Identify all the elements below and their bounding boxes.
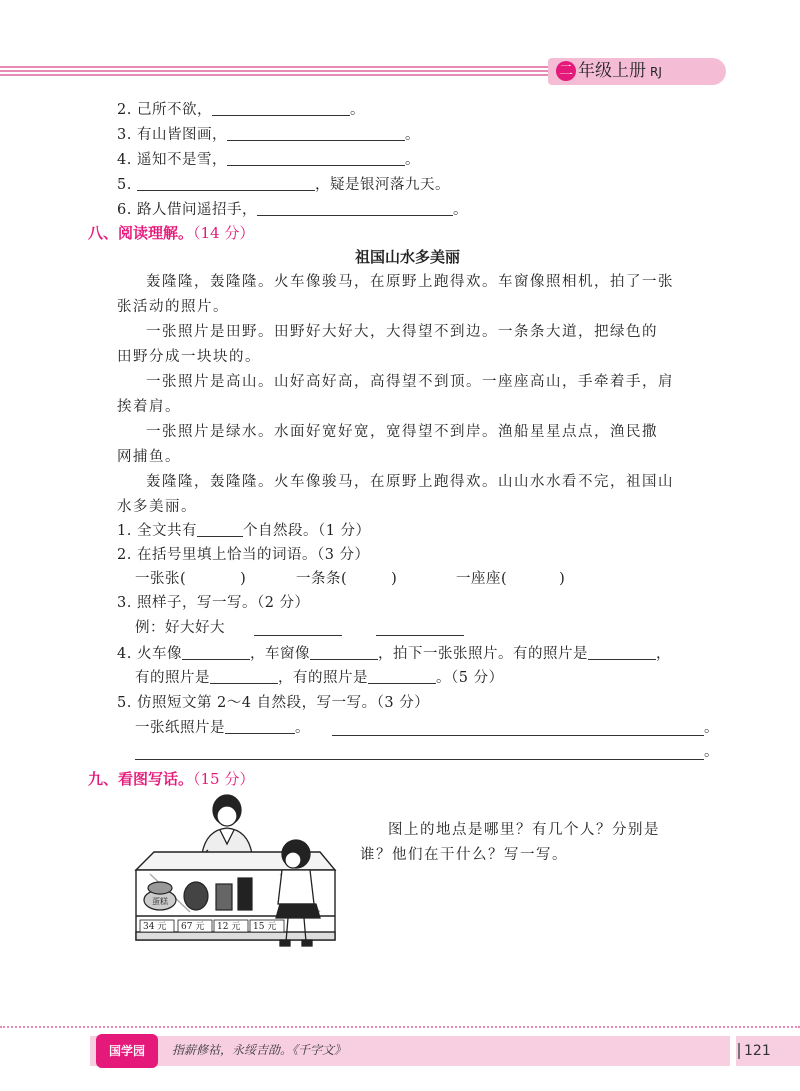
poem-line-4 (117, 149, 420, 171)
poem-text: 。 (349, 102, 365, 118)
answer-blank[interactable] (588, 644, 656, 660)
story-paragraph-cont: 水多美丽。 (117, 499, 197, 515)
poem-text: 2. 己所不欲， (117, 102, 212, 118)
poem-text: 3. 有山皆图画， (117, 127, 227, 143)
poem-text: 。 (452, 202, 468, 218)
q5-answer-line-1: 一张纸照片是 。 (135, 720, 310, 736)
story-paragraph: 一张照片是绿水。水面好宽好宽，宽得望不到岸。渔船星星点点，渔民撒 (146, 424, 658, 440)
footer-logo: 国学园 (96, 1034, 158, 1068)
answer-blank[interactable] (225, 718, 295, 734)
period: 。 (704, 720, 719, 736)
question-3: 3. 照样子，写一写。（2 分） (117, 595, 310, 611)
question-2: 2. 在括号里填上恰当的词语。（3 分） (117, 547, 370, 563)
question-4-line-2: 有的照片是 ，有的照片是 。（5 分） (135, 670, 504, 686)
answer-blank[interactable] (197, 521, 243, 537)
header-grade (556, 58, 662, 86)
footer-quote: 指薪修祜，永绥吉劭。《千字文》 (172, 1043, 347, 1057)
price-tag: 12 元 (217, 922, 241, 932)
story-paragraph: 轰隆隆，轰隆隆。火车像骏马，在原野上跑得欢。山山水水看不完，祖国山 (146, 474, 674, 490)
section-points: （15 分） (193, 770, 255, 788)
story-paragraph: 轰隆隆，轰隆隆。火车像骏马，在原野上跑得欢。车窗像照相机，拍了一张 (146, 274, 674, 290)
story-paragraph-cont: 田野分成一块块的。 (117, 349, 261, 365)
page-number: 121 (738, 1043, 771, 1059)
story-body (117, 270, 717, 520)
answer-blank[interactable] (210, 668, 278, 684)
grade-text: 年级上册 (578, 61, 646, 81)
question-4-line-1: 4. 火车像 ，车窗像 ，拍下一张张照片。有的照片是 ， (117, 646, 671, 662)
answer-blank[interactable] (135, 744, 704, 760)
footer-divider (0, 1026, 800, 1028)
q2-item-3: 一座座( ) (456, 571, 566, 587)
poem-line-3 (117, 124, 420, 146)
answer-blank[interactable] (227, 150, 405, 166)
price-tag: 67 元 (181, 922, 205, 932)
poem-line-2 (117, 99, 365, 121)
poem-line-5 (117, 174, 450, 196)
q-text: 个自然段。（1 分） (242, 523, 371, 539)
section-9-prompt-line-1: 图上的地点是哪里？有几个人？分别是 (388, 822, 660, 838)
poem-text: 5. (117, 177, 137, 193)
period: 。 (704, 744, 719, 760)
answer-blank[interactable] (227, 125, 405, 141)
q2-item-2: 一条条( ) (296, 571, 398, 587)
q2-item-1: 一张张( ) (135, 571, 247, 587)
poem-text: 4. 遥知不是雪， (117, 152, 227, 168)
section-8-title (88, 222, 254, 243)
answer-blank[interactable] (257, 200, 453, 216)
poem-text: 。 (404, 127, 420, 143)
story-title: 祖国山水多美丽 (355, 248, 461, 266)
answer-blank[interactable] (310, 644, 378, 660)
example-text: 例：好大好大 (135, 620, 225, 636)
answer-blank[interactable] (182, 644, 250, 660)
shop-illustration (130, 792, 340, 952)
cake-sign: 蛋糕 (152, 897, 168, 906)
answer-blank[interactable] (368, 668, 436, 684)
story-paragraph-cont: 张活动的照片。 (117, 299, 229, 315)
poem-text: ，疑是银河落九天。 (314, 177, 450, 193)
price-labels (140, 920, 284, 932)
section-title-text: 八、阅读理解。 (88, 224, 194, 242)
header-decor-lines (0, 66, 560, 78)
question-5: 5. 仿照短文第 2～4 自然段，写一写。（3 分） (117, 695, 430, 711)
question-1 (117, 520, 371, 542)
q-text: 1. 全文共有 (117, 523, 197, 539)
price-tag: 34 元 (143, 922, 167, 932)
section-9-prompt-line-2: 谁？他们在干什么？写一写。 (360, 847, 568, 863)
answer-blank[interactable] (137, 175, 315, 191)
answer-blank[interactable] (376, 620, 464, 636)
grade-circle: 二 (556, 61, 576, 81)
answer-blank[interactable] (212, 100, 350, 116)
section-9-title (88, 768, 254, 789)
story-paragraph: 一张照片是高山。山好高好高，高得望不到顶。一座座高山，手牵着手，肩 (146, 374, 674, 390)
q3-example (135, 617, 225, 639)
shopkeeper-figure (202, 795, 252, 860)
answer-blank[interactable] (332, 720, 704, 736)
page-number-box (736, 1036, 800, 1066)
answer-blank[interactable] (254, 620, 342, 636)
story-paragraph-cont: 网捕鱼。 (117, 449, 181, 465)
edition-label: RJ (650, 65, 662, 79)
story-paragraph-cont: 挨着肩。 (117, 399, 181, 415)
section-title-text: 九、看图写话。 (88, 770, 194, 788)
poem-text: 6. 路人借问遥招手， (117, 202, 257, 218)
story-paragraph: 一张照片是田野。田野好大好大，大得望不到边。一条条大道，把绿色的 (146, 324, 658, 340)
poem-line-6 (117, 199, 468, 221)
poem-text: 。 (404, 152, 420, 168)
section-points: （14 分） (193, 224, 255, 242)
price-tag: 15 元 (253, 922, 277, 932)
